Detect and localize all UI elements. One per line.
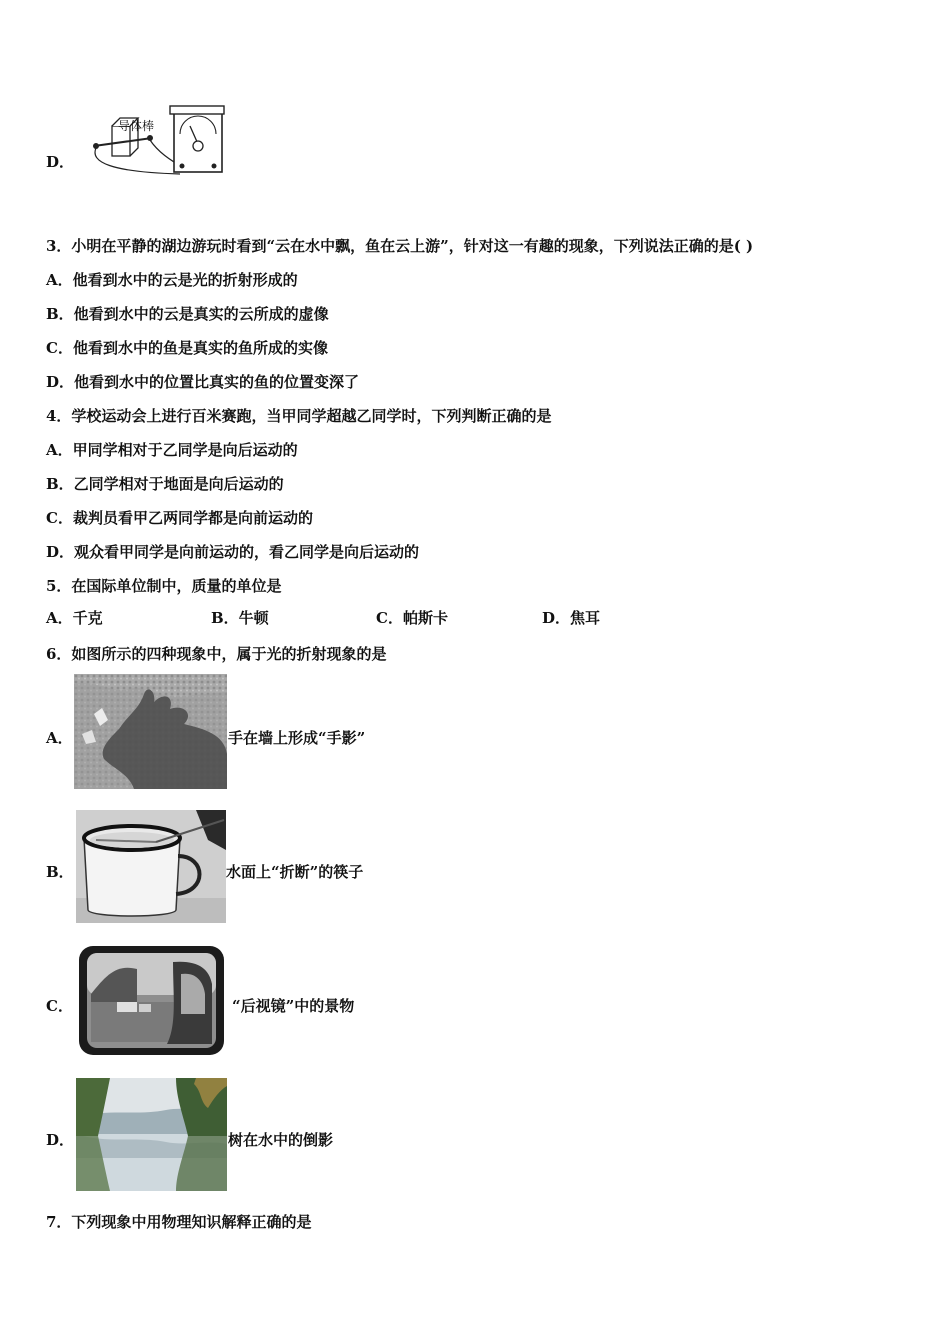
lake-reflection-photo-icon <box>76 1078 227 1191</box>
q6-option-a-caption: 手在墙上形成“手影” <box>228 729 366 747</box>
galvanometer-circuit-figure <box>80 100 230 185</box>
hand-shadow-photo-icon <box>74 674 227 789</box>
q4-option-a[interactable]: A．甲同学相对于乙同学是向后运动的 <box>46 441 298 459</box>
q5-stem: 5．在国际单位制中，质量的单位是 <box>46 577 282 595</box>
q6-option-b-letter: B． <box>46 863 74 881</box>
q5-option-a[interactable]: A．千克 <box>46 609 103 627</box>
q6-stem: 6．如图所示的四种现象中，属于光的折射现象的是 <box>46 645 387 663</box>
cup-chopstick-photo-icon <box>76 810 226 923</box>
q3-option-c[interactable]: C．他看到水中的鱼是真实的鱼所成的实像 <box>46 339 328 357</box>
q6-option-a[interactable] <box>46 674 646 790</box>
q6-option-d-letter: D． <box>46 1131 75 1149</box>
q5-options-row <box>46 608 926 630</box>
q4-stem: 4．学校运动会上进行百米赛跑，当甲同学超越乙同学时，下列判断正确的是 <box>46 407 552 425</box>
q3-option-d[interactable]: D．他看到水中的位置比真实的鱼的位置变深了 <box>46 373 360 391</box>
q6-option-a-letter: A． <box>46 729 73 747</box>
q3-option-b[interactable]: B．他看到水中的云是真实的云所成的虚像 <box>46 305 329 323</box>
q2-option-d-letter: D． <box>46 153 75 171</box>
q6-option-d[interactable] <box>46 1078 646 1192</box>
q5-option-c[interactable]: C．帕斯卡 <box>376 609 448 627</box>
q7-stem: 7．下列现象中用物理知识解释正确的是 <box>46 1213 312 1231</box>
q6-option-b-caption: 水面上“折断”的筷子 <box>226 863 364 881</box>
q6-option-b[interactable] <box>46 810 646 924</box>
q6-option-c-caption: “后视镜”中的景物 <box>232 997 355 1015</box>
q4-option-c[interactable]: C．裁判员看甲乙两同学都是向前运动的 <box>46 509 313 527</box>
q6-option-c-letter: C． <box>46 997 73 1015</box>
q4-option-d[interactable]: D．观众看甲同学是向前运动的，看乙同学是向后运动的 <box>46 543 420 561</box>
q6-option-c[interactable] <box>46 944 646 1058</box>
q3-stem: 3．小明在平静的湖边游玩时看到“云在水中飘，鱼在云上游”，针对这一有趣的现象，下列说法正确的是( ) <box>46 237 754 255</box>
q3-option-a[interactable]: A．他看到水中的云是光的折射形成的 <box>46 271 298 289</box>
q5-option-b[interactable]: B．牛顿 <box>211 609 269 627</box>
q5-option-d[interactable]: D．焦耳 <box>542 609 601 627</box>
conductor-rod-label: 导体棒 <box>118 119 155 133</box>
q6-option-d-caption: 树在水中的倒影 <box>228 1131 334 1149</box>
q4-option-b[interactable]: B．乙同学相对于地面是向后运动的 <box>46 475 284 493</box>
rearview-mirror-photo-icon <box>77 944 226 1057</box>
